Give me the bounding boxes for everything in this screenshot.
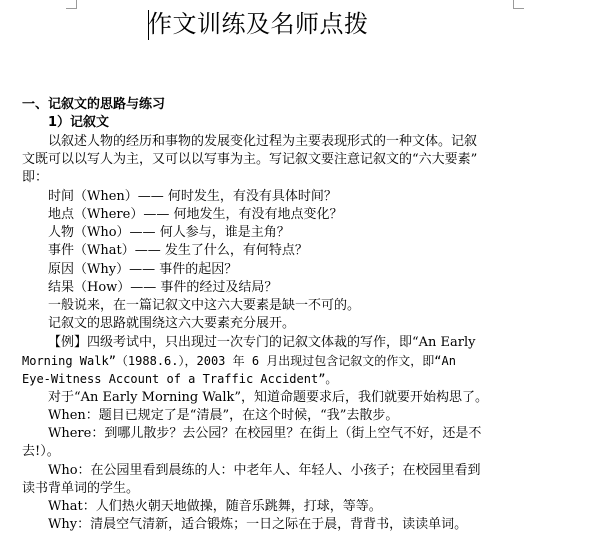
document-title[interactable]: 作文训练及名师点拨	[148, 10, 369, 38]
element-who[interactable]: 人物（Who）—— 何人参与，谁是主角？	[48, 225, 290, 240]
crop-mark-right-v	[513, 0, 514, 9]
element-why[interactable]: 原因（Why）—— 事件的起因？	[48, 262, 238, 277]
element-where[interactable]: 地点（Where）—— 何地发生，有没有地点变化？	[48, 207, 343, 222]
example-line[interactable]: 对于“An Early Morning Walk”，知道命题要求后，我们就要开始构思了。	[48, 390, 489, 405]
paragraph-line[interactable]: 文既可以以写人为主，又可以以写事为主。写记叙文要注意记叙文的“六大要素”	[22, 152, 478, 167]
example-line[interactable]: 读书背单词的学生。	[22, 481, 140, 496]
summary-line[interactable]: 一般说来，在一篇记叙文中这六大要素是缺一不可的。	[48, 298, 361, 313]
example-line[interactable]: Why：清晨空气清新，适合锻炼；一日之际在于晨，背背书，读读单词。	[48, 517, 468, 532]
element-when[interactable]: 时间（When）—— 何时发生，有没有具体时间？	[48, 189, 337, 204]
example-line[interactable]: Where：到哪儿散步？去公园？在校园里？在街上（街上空气不好，还是不	[48, 426, 482, 441]
crop-mark-left-h	[66, 8, 76, 9]
element-how[interactable]: 结果（How）—— 事件的经过及结局？	[48, 280, 278, 295]
section-heading[interactable]: 一、记叙文的思路与练习	[22, 97, 166, 112]
crop-mark-right-h	[514, 8, 524, 9]
paragraph-line[interactable]: 以叙述人物的经历和事物的发展变化过程为主要表现形式的一种文体。记叙	[48, 134, 478, 149]
subsection-heading[interactable]: 1）记叙文	[48, 115, 110, 130]
element-what[interactable]: 事件（What）—— 发生了什么，有何特点？	[48, 243, 308, 258]
paragraph-line[interactable]: 即：	[22, 170, 49, 185]
example-line[interactable]: What：人们热火朝天地做操，随音乐跳舞，打球，等等。	[48, 499, 382, 514]
example-line[interactable]: 【例】四级考试中，只出现过一次专门的记叙文体裁的写作，即“An Early	[48, 335, 476, 350]
crop-mark-left-v	[76, 0, 77, 9]
example-line[interactable]: 去!）。	[22, 444, 60, 459]
example-line[interactable]: Morning Walk”（1988.6.），2003 年 6 月出现过包含记叙文的作文，即“An	[22, 354, 456, 368]
summary-line[interactable]: 记叙文的思路就围绕这六大要素充分展开。	[48, 316, 296, 331]
example-line[interactable]: When：题目已规定了是“清晨”，在这个时候，“我”去散步。	[48, 408, 399, 423]
example-line[interactable]: Who：在公园里看到晨练的人：中老年人、年轻人、小孩子；在校园里看到	[48, 463, 481, 478]
example-line[interactable]: Eye-Witness Account of a Traffic Accident”。	[22, 372, 338, 386]
